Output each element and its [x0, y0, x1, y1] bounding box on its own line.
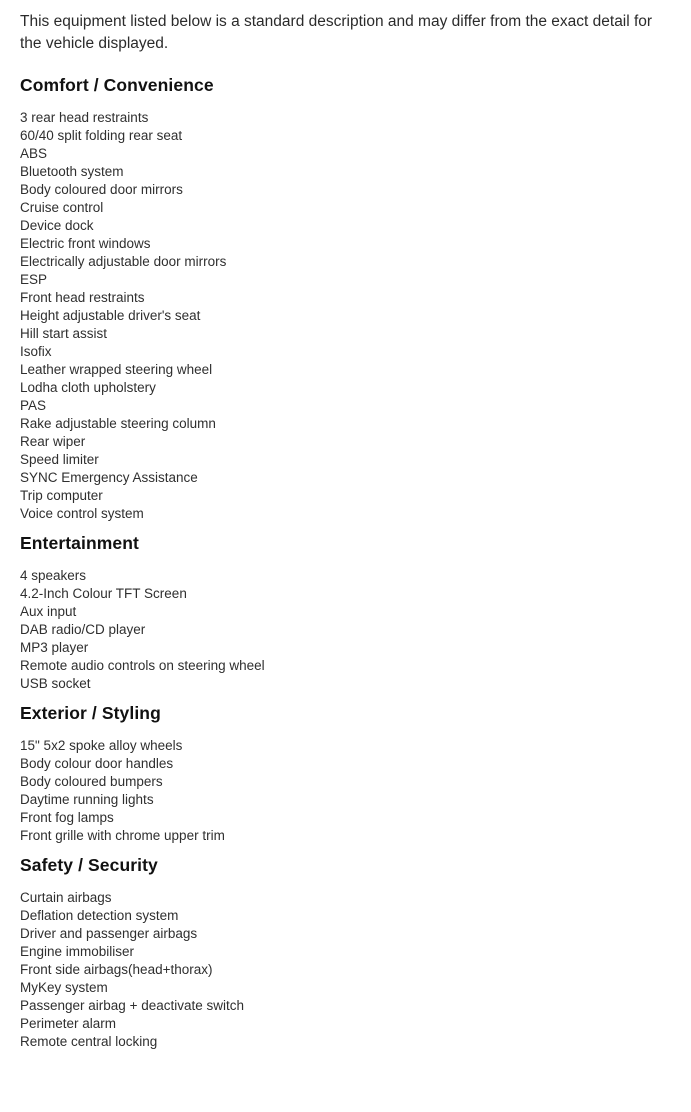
section-title: Comfort / Convenience — [20, 75, 214, 95]
list-item: ESP — [20, 272, 48, 287]
list-item: Cruise control — [20, 200, 104, 215]
list-item: Speed limiter — [20, 452, 99, 467]
list-item: ABS — [20, 146, 48, 161]
list-item: 4 speakers — [20, 568, 87, 583]
list-item: Engine immobiliser — [20, 944, 135, 959]
equipment-list — [20, 109, 671, 523]
list-item: 4.2-Inch Colour TFT Screen — [20, 586, 187, 601]
section-title: Safety / Security — [20, 855, 158, 875]
list-item: Leather wrapped steering wheel — [20, 362, 213, 377]
list-item: Rake adjustable steering column — [20, 416, 216, 431]
list-item: Device dock — [20, 218, 94, 233]
list-item: MyKey system — [20, 980, 108, 995]
section-entertainment — [20, 532, 671, 693]
list-item: Curtain airbags — [20, 890, 112, 905]
list-item: SYNC Emergency Assistance — [20, 470, 198, 485]
list-item: PAS — [20, 398, 47, 413]
list-item: Body coloured bumpers — [20, 774, 163, 789]
list-item: Perimeter alarm — [20, 1016, 117, 1031]
equipment-list — [20, 889, 671, 1051]
list-item: Trip computer — [20, 488, 103, 503]
section-title: Exterior / Styling — [20, 703, 161, 723]
list-item: Front side airbags(head+thorax) — [20, 962, 213, 977]
list-item: Driver and passenger airbags — [20, 926, 198, 941]
equipment-list — [20, 737, 671, 845]
list-item: Lodha cloth upholstery — [20, 380, 156, 395]
list-item: Remote central locking — [20, 1034, 158, 1049]
section-title: Entertainment — [20, 533, 139, 553]
equipment-disclaimer: This equipment listed below is a standard description and may differ from the exact detail for the vehicle displayed. — [20, 13, 653, 52]
list-item: Rear wiper — [20, 434, 86, 449]
section-safety-security — [20, 854, 671, 1051]
list-item: Hill start assist — [20, 326, 108, 341]
list-item: Height adjustable driver's seat — [20, 308, 201, 323]
list-item: Isofix — [20, 344, 52, 359]
section-exterior-styling — [20, 702, 671, 845]
list-item: Daytime running lights — [20, 792, 154, 807]
list-item: 15" 5x2 spoke alloy wheels — [20, 738, 183, 753]
list-item: Deflation detection system — [20, 908, 179, 923]
list-item: 3 rear head restraints — [20, 110, 149, 125]
list-item: USB socket — [20, 676, 91, 691]
list-item: Aux input — [20, 604, 77, 619]
list-item: Electric front windows — [20, 236, 151, 251]
list-item: MP3 player — [20, 640, 89, 655]
list-item: Body coloured door mirrors — [20, 182, 183, 197]
list-item: 60/40 split folding rear seat — [20, 128, 183, 143]
list-item: Bluetooth system — [20, 164, 124, 179]
list-item: Remote audio controls on steering wheel — [20, 658, 265, 673]
list-item: Voice control system — [20, 506, 144, 521]
list-item: DAB radio/CD player — [20, 622, 146, 637]
list-item: Passenger airbag + deactivate switch — [20, 998, 245, 1013]
section-comfort-convenience — [20, 74, 671, 523]
list-item: Electrically adjustable door mirrors — [20, 254, 227, 269]
list-item: Front fog lamps — [20, 810, 114, 825]
list-item: Front grille with chrome upper trim — [20, 828, 225, 843]
equipment-list — [20, 567, 671, 693]
list-item: Body colour door handles — [20, 756, 174, 771]
list-item: Front head restraints — [20, 290, 145, 305]
